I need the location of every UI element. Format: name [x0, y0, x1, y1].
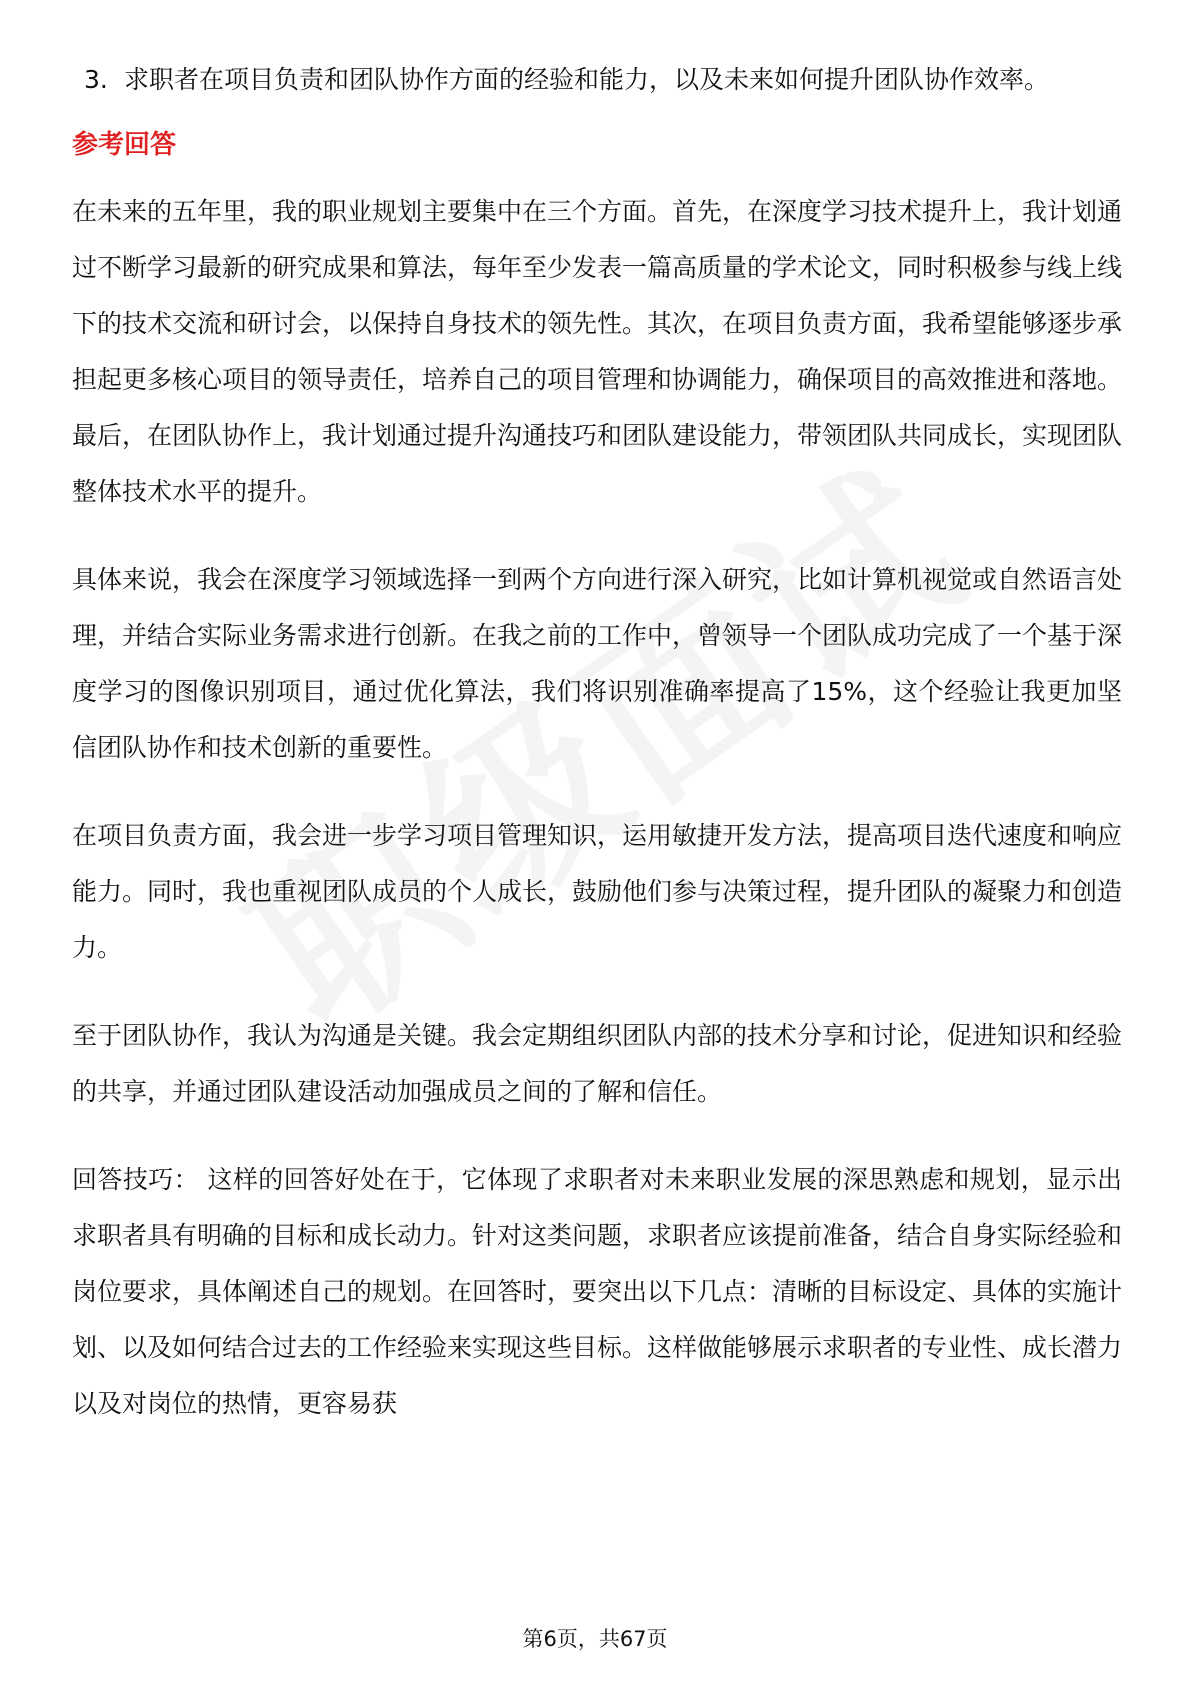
paragraph-answer-tips: 回答技巧： 这样的回答好处在于，它体现了求职者对未来职业发展的深思熟虑和规划，显示出求职者具有明确的目标和成长动力。针对这类问题，求职者应该提前准备，结合自身实际经验和岗位要求，具体阐述自己的规划。在回答时，要突出以下几点：清晰的目标设定、具体的实施计划、以及如何结合过去的工作经验来实现这些目标。这样做能够展示求职者的专业性、成长潜力以及对岗位的热情，更容易获: [72, 1165, 1123, 1418]
list-item: [72, 52, 1122, 108]
paragraph-specific-details: 具体来说，我会在深度学习领域选择一到两个方向进行深入研究，比如计算机视觉或自然语言处理，并结合实际业务需求进行创新。在我之前的工作中，曾领导一个团队成功完成了一个基于深度学习的图像识别项目，通过优化算法，我们将识别准确率提高了15%，这个经验让我更加坚信团队协作和技术创新的重要性。: [72, 565, 1123, 762]
list-item-number: 3.: [84, 65, 108, 94]
paragraph-career-plan: 在未来的五年里，我的职业规划主要集中在三个方面。首先，在深度学习技术提升上，我计划通过不断学习最新的研究成果和算法，每年至少发表一篇高质量的学术论文，同时积极参与线上线下的技术交流和研讨会，以保持自身技术的领先性。其次，在项目负责方面，我希望能够逐步承担起更多核心项目的领导责任，培养自己的项目管理和协调能力，确保项目的高效推进和落地。最后，在团队协作上，我计划通过提升沟通技巧和团队建设能力，带领团队共同成长，实现团队整体技术水平的提升。: [72, 197, 1123, 506]
page-number-footer: 第6页，共67页: [522, 1627, 668, 1651]
paragraph-team-collaboration: 至于团队协作，我认为沟通是关键。我会定期组织团队内部的技术分享和讨论，促进知识和经验的共享，并通过团队建设活动加强成员之间的了解和信任。: [72, 1021, 1123, 1106]
page-content: [72, 52, 1122, 1464]
list-item-text: 求职者在项目负责和团队协作方面的经验和能力，以及未来如何提升团队协作效率。: [124, 65, 1050, 94]
paragraph-project-responsibility: 在项目负责方面，我会进一步学习项目管理知识，运用敏捷开发方法，提高项目迭代速度和响应能力。同时，我也重视团队成员的个人成长，鼓励他们参与决策过程，提升团队的凝聚力和创造力。: [72, 821, 1123, 962]
section-title: 参考回答: [72, 130, 177, 160]
